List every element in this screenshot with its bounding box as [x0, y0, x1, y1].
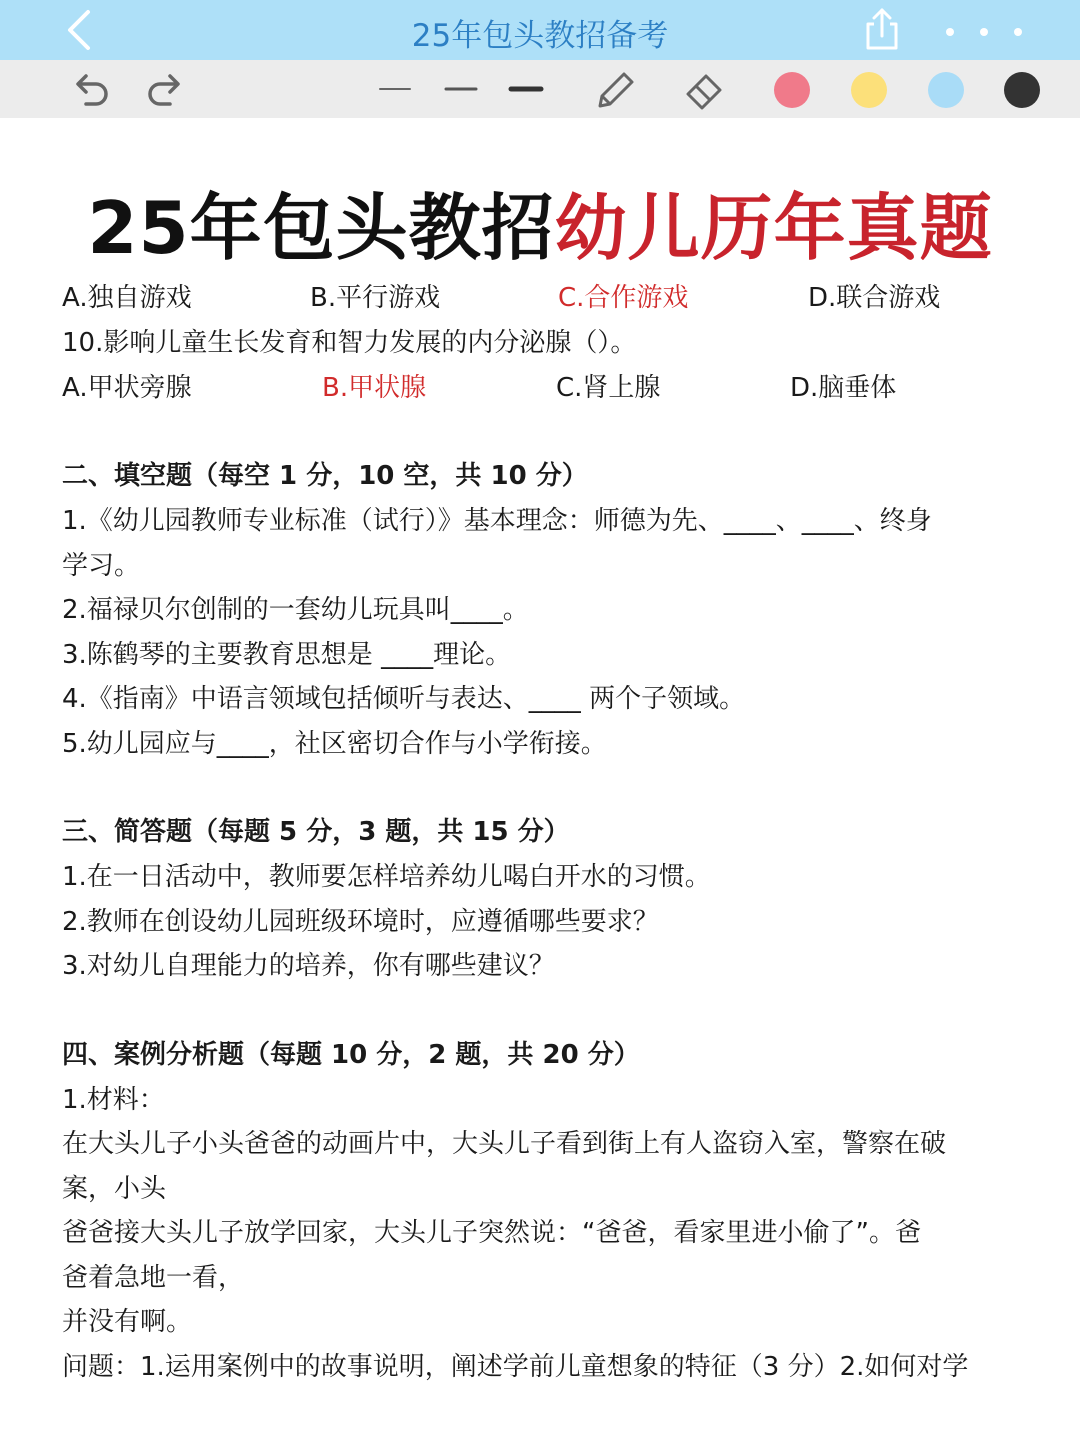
eraser-tool-button[interactable]	[682, 68, 726, 110]
thick-line-button[interactable]	[508, 68, 544, 110]
fill-blank-item: 5.幼儿园应与____，社区密切合作与小学衔接。	[62, 729, 607, 759]
document-heading	[0, 170, 1080, 274]
color-yellow-swatch[interactable]	[851, 72, 887, 108]
case-text-line: 爸爸接大头儿子放学回家，大头儿子突然说：“爸爸，看家里进小偷了”。爸	[62, 1218, 921, 1248]
thin-line-button[interactable]	[378, 68, 412, 110]
redo-icon	[144, 68, 188, 110]
section-2-title: 二、填空题（每空 1 分，10 空，共 10 分）	[62, 461, 588, 491]
color-blue-swatch[interactable]	[928, 72, 964, 108]
eraser-icon	[682, 68, 726, 110]
undo-icon	[68, 68, 112, 110]
q9-option-d: D.联合游戏	[808, 283, 941, 313]
q9-option-c-answer: C.合作游戏	[558, 283, 689, 313]
q9-option-b: B.平行游戏	[310, 283, 441, 313]
fill-blank-item: 3.陈鹤琴的主要教育思想是 ____理论。	[62, 640, 512, 670]
heading-red-part: 幼儿历年真题	[554, 186, 993, 270]
case-text-line: 并没有啊。	[62, 1307, 193, 1337]
q10-option-a: A.甲状旁腺	[62, 373, 192, 403]
pen-icon	[592, 68, 638, 110]
fill-blank-item: 2.福禄贝尔创制的一套幼儿玩具叫____。	[62, 595, 529, 625]
case-question-line: 问题：1.运用案例中的故事说明，阐述学前儿童想象的特征（3 分）2.如何对学	[62, 1352, 969, 1382]
short-answer-item: 2.教师在创设幼儿园班级环境时，应遵循哪些要求？	[62, 907, 659, 937]
top-nav-bar	[0, 0, 1080, 60]
case-text-line: 1.材料：	[62, 1085, 165, 1115]
annotation-toolbar	[0, 60, 1080, 118]
q10-option-b-answer: B.甲状腺	[322, 373, 427, 403]
section-3-title: 三、简答题（每题 5 分，3 题，共 15 分）	[62, 817, 570, 847]
short-answer-item: 1.在一日活动中，教师要怎样培养幼儿喝白开水的习惯。	[62, 862, 711, 892]
medium-line-button[interactable]	[444, 68, 478, 110]
case-text-line: 在大头儿子小头爸爸的动画片中，大头儿子看到街上有人盗窃入室，警察在破	[62, 1129, 947, 1159]
color-black-swatch[interactable]	[1004, 72, 1040, 108]
document-page	[0, 118, 1080, 1440]
case-text-line: 爸着急地一看，	[62, 1263, 245, 1293]
fill-blank-item: 1.《幼儿园教师专业标准（试行）》基本理念：师德为先、____、____、终身	[62, 506, 932, 536]
color-pink-swatch[interactable]	[774, 72, 810, 108]
more-dots-icon	[936, 14, 1032, 50]
q10-option-d: D.脑垂体	[790, 373, 897, 403]
page-title: 25年包头教招备考	[411, 18, 669, 54]
pen-tool-button[interactable]	[592, 68, 638, 110]
fill-blank-item: 学习。	[62, 551, 141, 581]
thick-line-icon	[508, 68, 544, 110]
thin-line-icon	[378, 68, 412, 110]
case-text-line: 案，小头	[62, 1174, 167, 1204]
short-answer-item: 3.对幼儿自理能力的培养，你有哪些建议？	[62, 951, 555, 981]
more-button[interactable]	[936, 14, 1032, 50]
section-4-title: 四、案例分析题（每题 10 分，2 题，共 20 分）	[62, 1040, 640, 1070]
q9-option-a: A.独自游戏	[62, 283, 192, 313]
share-icon	[860, 6, 904, 52]
q10-option-c: C.肾上腺	[556, 373, 661, 403]
redo-button[interactable]	[144, 68, 188, 110]
fill-blank-item: 4.《指南》中语言领域包括倾听与表达、____ 两个子领域。	[62, 684, 746, 714]
medium-line-icon	[444, 68, 478, 110]
heading-black-part: 25年包头教招	[87, 186, 555, 270]
question-10: 10.影响儿童生长发育和智力发展的内分泌腺（）。	[62, 328, 637, 358]
undo-button[interactable]	[68, 68, 112, 110]
share-button[interactable]	[860, 6, 904, 52]
